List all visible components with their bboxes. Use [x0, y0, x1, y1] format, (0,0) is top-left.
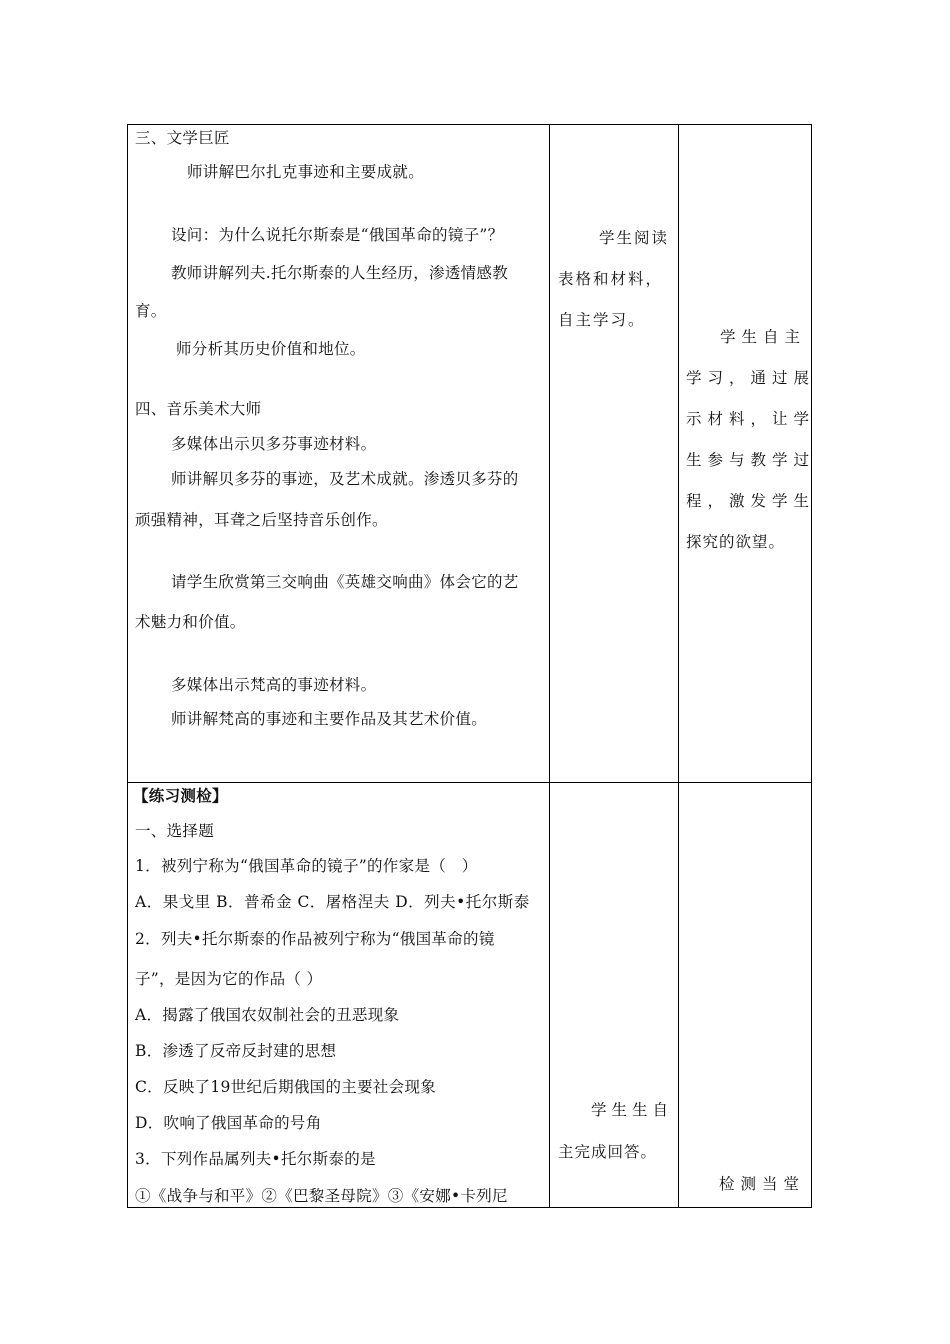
answer-option: D．吹响了俄国革命的号角: [135, 1114, 322, 1132]
row1-left-line: 育。: [135, 302, 167, 320]
exercise-heading: 【练习测检】: [133, 786, 228, 805]
question-line: 3．下列作品属列夫•托尔斯泰的是: [135, 1150, 376, 1168]
row1-left-line: 师分析其历史价值和地位。: [176, 340, 366, 358]
student-activity-line: 学生生自: [591, 1101, 674, 1119]
design-intent-line: 示材料，让学: [686, 410, 816, 428]
row1-left-line: 师讲解梵高的事迹和主要作品及其艺术价值。: [171, 710, 488, 728]
design-intent-line: 程，激发学生: [686, 492, 816, 510]
design-intent-line: 探究的欲望。: [686, 533, 786, 551]
design-intent-line: 检测当堂: [719, 1175, 806, 1193]
question-type-heading: 一、选择题: [135, 822, 215, 840]
row1-left-line: 师讲解贝多芬的事迹，及艺术成就。渗透贝多芬的: [171, 470, 519, 488]
question-line: 2．列夫•托尔斯泰的作品被列宁称为“俄国革命的镜: [135, 930, 495, 948]
design-intent-line: 学生自主: [720, 328, 807, 346]
student-activity-line: 学生阅读: [599, 229, 670, 247]
section-heading-music-art: 四、音乐美术大师: [135, 400, 262, 418]
row1-left-line: 师讲解巴尔扎克事迹和主要成就。: [187, 163, 425, 181]
answer-option: B．渗透了反帝反封建的思想: [135, 1042, 337, 1060]
student-activity-line: 自主学习。: [558, 311, 646, 329]
student-activity-line: 表格和材料，: [558, 270, 664, 288]
answer-option: A．揭露了俄国农奴制社会的丑恶现象: [135, 1006, 400, 1024]
row1-left-line: 教师讲解列夫.托尔斯泰的人生经历，渗透情感教: [171, 264, 509, 282]
student-activity-line: 主完成回答。: [558, 1143, 658, 1161]
question-line: 子”，是因为它的作品（ ）: [135, 970, 323, 988]
section-heading-literature: 三、文学巨匠: [135, 129, 230, 147]
row-divider: [128, 782, 811, 783]
row1-left-line: 顽强精神，耳聋之后坚持音乐创作。: [135, 511, 388, 529]
row1-left-line: 设问：为什么说托尔斯泰是“俄国革命的镜子”？: [171, 226, 504, 244]
design-intent-line: 学习，通过展: [686, 369, 816, 387]
row1-left-line: 请学生欣赏第三交响曲《英雄交响曲》体会它的艺: [171, 573, 519, 591]
row1-left-line: 多媒体出示贝多芬事迹材料。: [171, 435, 377, 453]
row1-left-line: 多媒体出示梵高的事迹材料。: [171, 676, 377, 694]
row1-left-line: 术魅力和价值。: [135, 613, 246, 631]
column-divider-2: [678, 125, 679, 1207]
answer-option: C．反映了19世纪后期俄国的主要社会现象: [135, 1078, 437, 1096]
question-line: ①《战争与和平》②《巴黎圣母院》③《安娜•卡列尼: [135, 1187, 508, 1205]
question-line: 1．被列宁称为“俄国革命的镜子”的作家是（ ）: [135, 857, 478, 875]
design-intent-line: 生参与教学过: [686, 451, 816, 469]
answer-options: A．果戈里 B．普希金 C．屠格涅夫 D．列夫•托尔斯泰: [135, 893, 530, 911]
column-divider-1: [549, 125, 550, 1207]
